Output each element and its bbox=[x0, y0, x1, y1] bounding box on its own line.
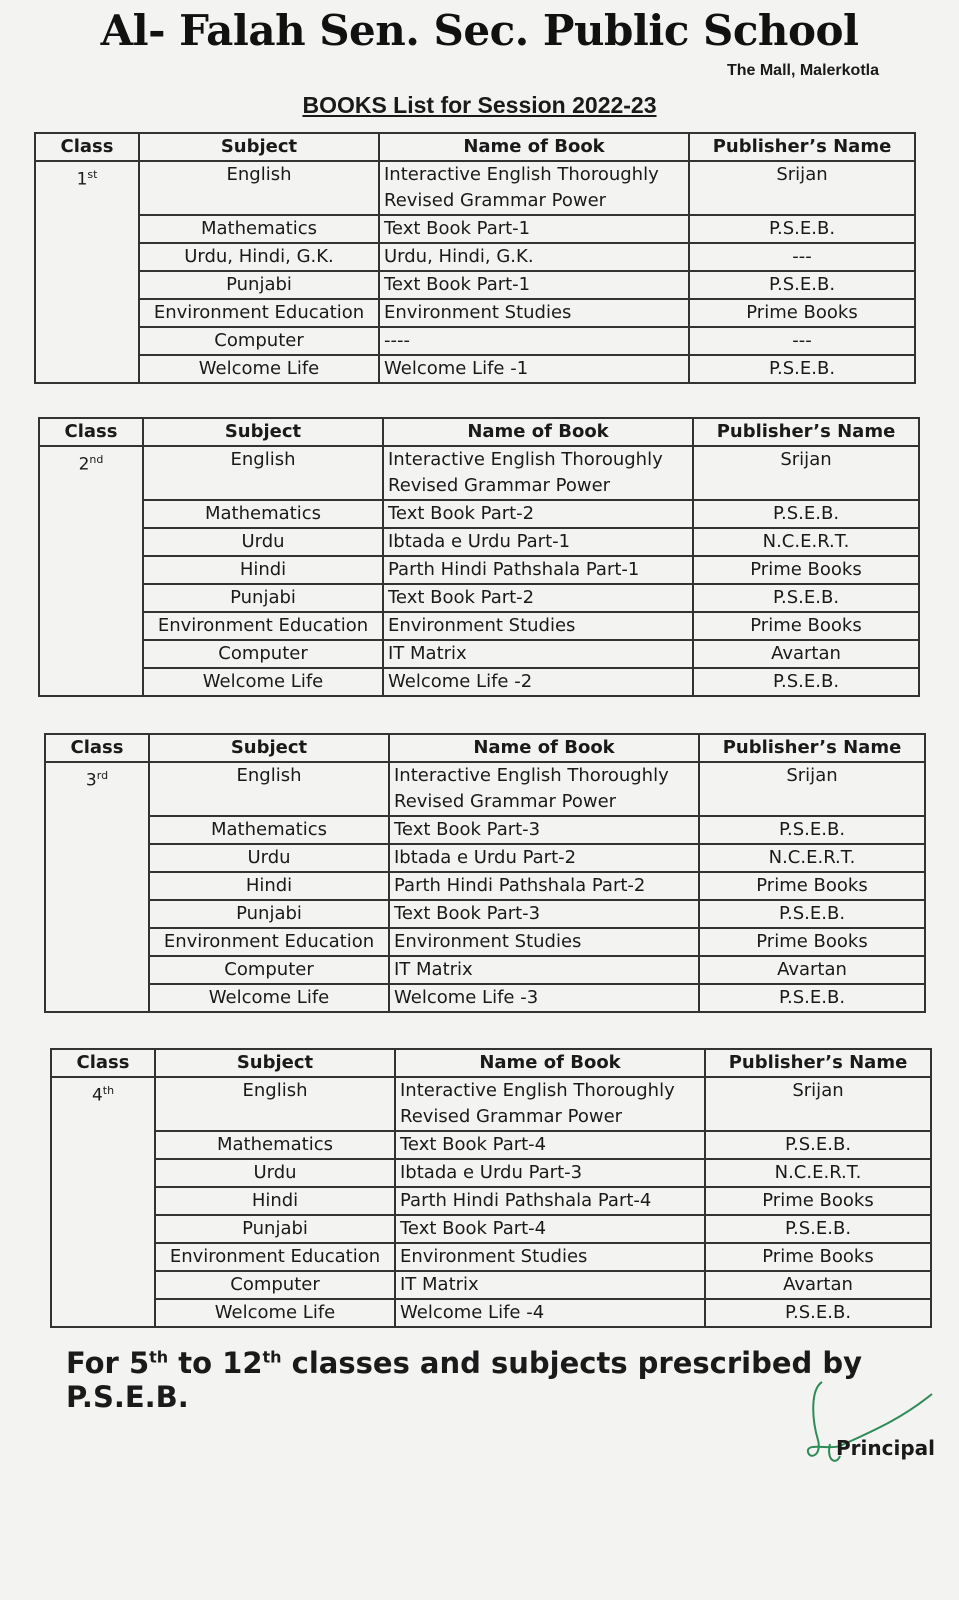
book-name-cell bbox=[379, 271, 689, 299]
class-table bbox=[50, 1048, 932, 1328]
table-header-row bbox=[51, 1049, 931, 1077]
book-name-cell bbox=[383, 640, 693, 668]
book-name-cell bbox=[395, 1131, 705, 1159]
footer-suffix: classes and subjects prescribed by P.S.E.B. bbox=[66, 1346, 863, 1414]
school-name: Al- Falah Sen. Sec. Public School bbox=[100, 6, 859, 55]
book-title-line: Welcome Life -2 bbox=[388, 671, 533, 692]
publisher-cell: Prime Books bbox=[693, 556, 919, 584]
book-title-line: Urdu, Hindi, G.K. bbox=[384, 246, 534, 267]
book-title-line: Text Book Part-2 bbox=[388, 503, 535, 524]
book-title-line: Parth Hindi Pathshala Part-2 bbox=[394, 875, 646, 896]
subject-cell: Punjabi bbox=[149, 900, 389, 928]
book-name-cell bbox=[395, 1159, 705, 1187]
table-row bbox=[45, 844, 925, 872]
subject-cell: Mathematics bbox=[149, 816, 389, 844]
book-title-line: Welcome Life -1 bbox=[384, 358, 529, 379]
book-title-line: Ibtada e Urdu Part-1 bbox=[388, 531, 571, 552]
class-table bbox=[44, 733, 926, 1013]
subject-header: Subject bbox=[143, 418, 383, 446]
subject-cell: Environment Education bbox=[143, 612, 383, 640]
publisher-cell: Prime Books bbox=[705, 1187, 931, 1215]
subject-cell: English bbox=[155, 1077, 395, 1131]
book-title-line: Ibtada e Urdu Part-3 bbox=[400, 1162, 583, 1183]
book-title-line: Revised Grammar Power bbox=[394, 791, 617, 812]
publisher-cell: Srijan bbox=[689, 161, 915, 215]
book-name-cell bbox=[389, 816, 699, 844]
publisher-header: Publisher’s Name bbox=[693, 418, 919, 446]
book-name-cell bbox=[395, 1271, 705, 1299]
subject-cell: Computer bbox=[149, 956, 389, 984]
footer-sup-1: th bbox=[149, 1347, 169, 1367]
book-name-cell bbox=[395, 1215, 705, 1243]
subject-cell: Punjabi bbox=[155, 1215, 395, 1243]
subject-cell: Urdu bbox=[149, 844, 389, 872]
book-title-line: IT Matrix bbox=[388, 643, 467, 664]
table-row bbox=[51, 1159, 931, 1187]
table-row bbox=[45, 872, 925, 900]
book-title-line: Text Book Part-3 bbox=[394, 819, 541, 840]
table-row bbox=[35, 161, 915, 215]
class-label bbox=[39, 446, 143, 696]
subject-cell: Mathematics bbox=[155, 1131, 395, 1159]
publisher-cell: P.S.E.B. bbox=[693, 668, 919, 696]
book-name-cell bbox=[383, 500, 693, 528]
publisher-cell: N.C.E.R.T. bbox=[693, 528, 919, 556]
subject-cell: Punjabi bbox=[143, 584, 383, 612]
subject-header: Subject bbox=[149, 734, 389, 762]
subject-cell: English bbox=[149, 762, 389, 816]
table-row bbox=[51, 1243, 931, 1271]
subject-cell: Hindi bbox=[155, 1187, 395, 1215]
publisher-cell: Avartan bbox=[705, 1271, 931, 1299]
subject-header: Subject bbox=[155, 1049, 395, 1077]
publisher-cell: Prime Books bbox=[693, 612, 919, 640]
book-name-cell bbox=[379, 215, 689, 243]
publisher-cell: Prime Books bbox=[699, 928, 925, 956]
book-title-line: Revised Grammar Power bbox=[388, 475, 611, 496]
class-header: Class bbox=[45, 734, 149, 762]
subject-cell: English bbox=[143, 446, 383, 500]
subject-cell: English bbox=[139, 161, 379, 215]
book-name-cell bbox=[389, 900, 699, 928]
publisher-cell: P.S.E.B. bbox=[699, 816, 925, 844]
book-name-cell bbox=[383, 584, 693, 612]
publisher-cell: Prime Books bbox=[705, 1243, 931, 1271]
footer-sup-2: th bbox=[262, 1347, 282, 1367]
publisher-cell: N.C.E.R.T. bbox=[699, 844, 925, 872]
table-row bbox=[39, 612, 919, 640]
school-address: The Mall, Malerkotla bbox=[726, 62, 879, 79]
table-row bbox=[39, 446, 919, 500]
footer-prefix: For 5 bbox=[66, 1346, 150, 1380]
book-name-cell bbox=[383, 556, 693, 584]
publisher-cell: Srijan bbox=[699, 762, 925, 816]
publisher-cell: P.S.E.B. bbox=[705, 1215, 931, 1243]
class-ordinal-suffix: th bbox=[102, 1084, 115, 1097]
book-title-line: Environment Studies bbox=[400, 1246, 588, 1267]
book-title-line: ---- bbox=[384, 330, 410, 351]
table-row bbox=[45, 816, 925, 844]
class-number: 1 bbox=[76, 169, 88, 190]
footer-middle: to 12 bbox=[168, 1346, 263, 1380]
publisher-cell: Srijan bbox=[705, 1077, 931, 1131]
subject-cell: Urdu bbox=[143, 528, 383, 556]
book-title-line: Ibtada e Urdu Part-2 bbox=[394, 847, 577, 868]
publisher-cell: --- bbox=[689, 243, 915, 271]
book-name-cell bbox=[395, 1077, 705, 1131]
table-row bbox=[39, 640, 919, 668]
subject-cell: Hindi bbox=[149, 872, 389, 900]
book-title-line: Parth Hindi Pathshala Part-1 bbox=[388, 559, 640, 580]
class-header: Class bbox=[35, 133, 139, 161]
book-name-cell bbox=[389, 956, 699, 984]
subject-cell: Urdu bbox=[155, 1159, 395, 1187]
table-row bbox=[39, 668, 919, 696]
subject-cell: Mathematics bbox=[143, 500, 383, 528]
class-ordinal-suffix: rd bbox=[96, 769, 109, 782]
class-ordinal-suffix: st bbox=[87, 168, 98, 181]
book-title-line: Environment Studies bbox=[388, 615, 576, 636]
book-name-cell bbox=[389, 984, 699, 1012]
book-title-line: Interactive English Thoroughly bbox=[384, 164, 659, 185]
book-title-line: Interactive English Thoroughly bbox=[388, 449, 663, 470]
book-title-line: Environment Studies bbox=[394, 931, 582, 952]
subject-cell: Environment Education bbox=[155, 1243, 395, 1271]
book-title-line: Parth Hindi Pathshala Part-4 bbox=[400, 1190, 652, 1211]
table-row bbox=[45, 956, 925, 984]
table-row bbox=[51, 1187, 931, 1215]
table-row bbox=[45, 762, 925, 816]
book-title-line: Text Book Part-1 bbox=[384, 274, 531, 295]
subject-cell: Environment Education bbox=[149, 928, 389, 956]
publisher-cell: Prime Books bbox=[699, 872, 925, 900]
book-name-cell bbox=[389, 928, 699, 956]
principal-label: Principal bbox=[836, 1436, 935, 1460]
class-number: 3 bbox=[85, 770, 97, 791]
subject-cell: Computer bbox=[143, 640, 383, 668]
subject-header: Subject bbox=[139, 133, 379, 161]
subject-cell: Environment Education bbox=[139, 299, 379, 327]
publisher-cell: Srijan bbox=[693, 446, 919, 500]
class-number: 2 bbox=[78, 454, 90, 475]
book-name-cell bbox=[383, 668, 693, 696]
table-row bbox=[51, 1215, 931, 1243]
class-header: Class bbox=[39, 418, 143, 446]
subject-cell: Hindi bbox=[143, 556, 383, 584]
publisher-cell: P.S.E.B. bbox=[689, 355, 915, 383]
class-header: Class bbox=[51, 1049, 155, 1077]
table-row bbox=[51, 1131, 931, 1159]
table-row bbox=[39, 584, 919, 612]
subject-cell: Welcome Life bbox=[139, 355, 379, 383]
book-name-cell bbox=[389, 872, 699, 900]
table-row bbox=[35, 215, 915, 243]
class-table bbox=[34, 132, 916, 384]
book-name-cell bbox=[379, 299, 689, 327]
subject-cell: Welcome Life bbox=[149, 984, 389, 1012]
table-row bbox=[45, 900, 925, 928]
table-row bbox=[35, 327, 915, 355]
publisher-cell: P.S.E.B. bbox=[689, 271, 915, 299]
publisher-cell: P.S.E.B. bbox=[693, 584, 919, 612]
book-name-header: Name of Book bbox=[383, 418, 693, 446]
publisher-cell: P.S.E.B. bbox=[693, 500, 919, 528]
book-name-cell bbox=[395, 1299, 705, 1327]
table-row bbox=[51, 1077, 931, 1131]
publisher-header: Publisher’s Name bbox=[699, 734, 925, 762]
class-ordinal-suffix: nd bbox=[89, 453, 104, 466]
book-name-cell bbox=[379, 355, 689, 383]
book-name-cell bbox=[379, 243, 689, 271]
publisher-cell: P.S.E.B. bbox=[699, 984, 925, 1012]
table-row bbox=[39, 556, 919, 584]
subject-cell: Punjabi bbox=[139, 271, 379, 299]
book-title-line: Interactive English Thoroughly bbox=[400, 1080, 675, 1101]
book-title-line: IT Matrix bbox=[394, 959, 473, 980]
publisher-cell: P.S.E.B. bbox=[699, 900, 925, 928]
book-name-header: Name of Book bbox=[389, 734, 699, 762]
book-name-cell bbox=[383, 528, 693, 556]
book-name-cell bbox=[379, 327, 689, 355]
table-row bbox=[45, 984, 925, 1012]
table-header-row bbox=[39, 418, 919, 446]
book-title-line: Text Book Part-3 bbox=[394, 903, 541, 924]
subject-cell: Welcome Life bbox=[143, 668, 383, 696]
table-row bbox=[35, 355, 915, 383]
table-row bbox=[45, 928, 925, 956]
book-title-line: Text Book Part-1 bbox=[384, 218, 531, 239]
table-row bbox=[51, 1271, 931, 1299]
publisher-cell: N.C.E.R.T. bbox=[705, 1159, 931, 1187]
book-name-cell bbox=[383, 446, 693, 500]
publisher-cell: P.S.E.B. bbox=[689, 215, 915, 243]
book-name-cell bbox=[389, 844, 699, 872]
book-title-line: Text Book Part-2 bbox=[388, 587, 535, 608]
subject-cell: Computer bbox=[139, 327, 379, 355]
table-row bbox=[35, 299, 915, 327]
book-name-cell bbox=[389, 762, 699, 816]
publisher-cell: Prime Books bbox=[689, 299, 915, 327]
publisher-cell: Avartan bbox=[699, 956, 925, 984]
table-row bbox=[39, 500, 919, 528]
book-title-line: Welcome Life -4 bbox=[400, 1302, 545, 1323]
book-name-header: Name of Book bbox=[379, 133, 689, 161]
book-name-cell bbox=[395, 1243, 705, 1271]
book-title-line: Text Book Part-4 bbox=[400, 1134, 547, 1155]
subject-cell: Computer bbox=[155, 1271, 395, 1299]
subject-cell: Urdu, Hindi, G.K. bbox=[139, 243, 379, 271]
book-title-line: Revised Grammar Power bbox=[384, 190, 607, 211]
table-row bbox=[51, 1299, 931, 1327]
class-table bbox=[38, 417, 920, 697]
book-title-line: Text Book Part-4 bbox=[400, 1218, 547, 1239]
table-header-row bbox=[35, 133, 915, 161]
table-header-row bbox=[45, 734, 925, 762]
books-list-title: BOOKS List for Session 2022-23 bbox=[302, 92, 657, 118]
book-name-cell bbox=[383, 612, 693, 640]
book-title-line: Environment Studies bbox=[384, 302, 572, 323]
publisher-header: Publisher’s Name bbox=[705, 1049, 931, 1077]
table-row bbox=[39, 528, 919, 556]
book-name-cell bbox=[379, 161, 689, 215]
publisher-cell: Avartan bbox=[693, 640, 919, 668]
book-title-line: Welcome Life -3 bbox=[394, 987, 539, 1008]
book-title-line: IT Matrix bbox=[400, 1274, 479, 1295]
table-row bbox=[35, 271, 915, 299]
subject-cell: Mathematics bbox=[139, 215, 379, 243]
book-name-cell bbox=[395, 1187, 705, 1215]
subject-cell: Welcome Life bbox=[155, 1299, 395, 1327]
class-label bbox=[51, 1077, 155, 1327]
class-label bbox=[35, 161, 139, 383]
table-row bbox=[35, 243, 915, 271]
class-label bbox=[45, 762, 149, 1012]
book-name-header: Name of Book bbox=[395, 1049, 705, 1077]
publisher-cell: P.S.E.B. bbox=[705, 1131, 931, 1159]
publisher-cell: P.S.E.B. bbox=[705, 1299, 931, 1327]
publisher-cell: --- bbox=[689, 327, 915, 355]
book-title-line: Interactive English Thoroughly bbox=[394, 765, 669, 786]
publisher-header: Publisher’s Name bbox=[689, 133, 915, 161]
class-number: 4 bbox=[91, 1085, 103, 1106]
book-title-line: Revised Grammar Power bbox=[400, 1106, 623, 1127]
